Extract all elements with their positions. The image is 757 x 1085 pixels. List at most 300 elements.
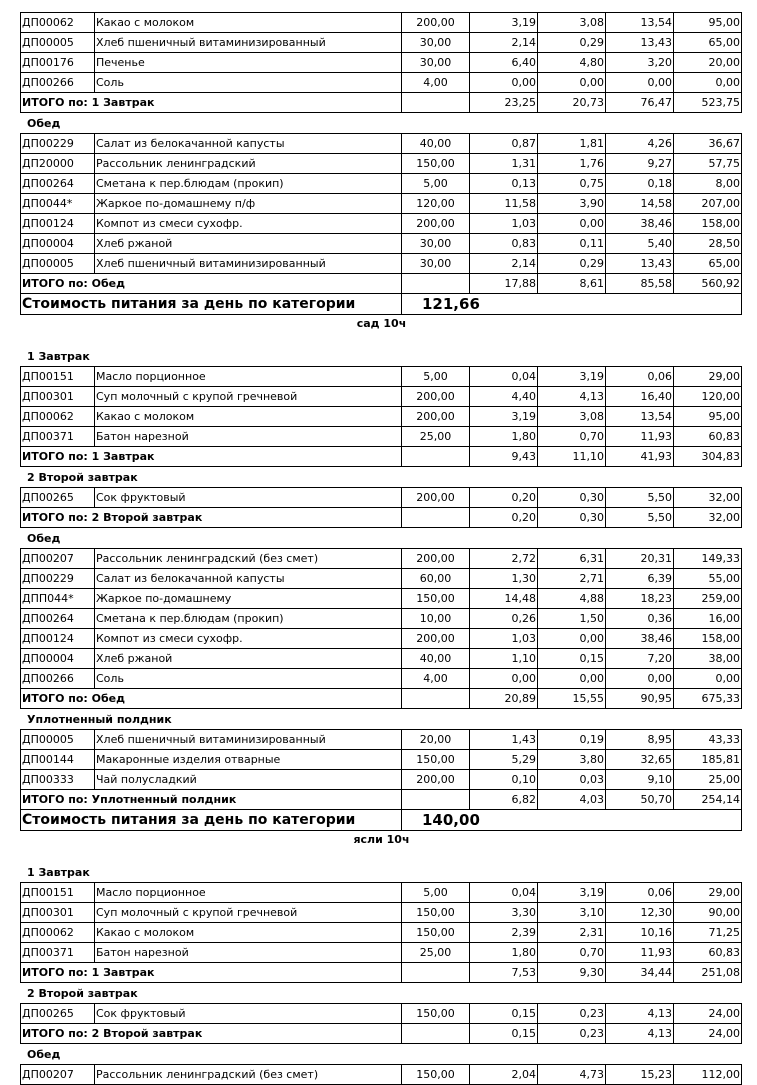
dish-carbs: 20,31	[606, 549, 674, 569]
dish-weight: 40,00	[402, 134, 470, 154]
day-cost-label: Стоимость питания за день по категории	[21, 294, 402, 315]
dish-row	[21, 407, 742, 427]
dish-protein: 11,58	[470, 194, 538, 214]
dish-name: Сок фруктовый	[95, 488, 402, 508]
dish-weight: 20,00	[402, 730, 470, 750]
dish-code: ДП00062	[21, 13, 95, 33]
dish-carbs: 13,54	[606, 13, 674, 33]
meal-total-fat: 15,55	[538, 689, 606, 709]
dish-protein: 2,14	[470, 254, 538, 274]
meal-table	[20, 729, 742, 831]
meal-total-protein: 0,15	[470, 1024, 538, 1044]
dish-row	[21, 943, 742, 963]
dish-weight: 200,00	[402, 407, 470, 427]
meal-title: 2 Второй завтрак	[27, 987, 138, 1000]
dish-fat: 3,19	[538, 883, 606, 903]
dish-protein: 0,87	[470, 134, 538, 154]
meal-total-weight	[402, 790, 470, 810]
dish-protein: 0,83	[470, 234, 538, 254]
dish-carbs: 3,20	[606, 53, 674, 73]
dish-carbs: 12,30	[606, 903, 674, 923]
dish-kcal: 120,00	[674, 387, 742, 407]
dish-name: Хлеб пшеничный витаминизированный	[95, 254, 402, 274]
dish-row	[21, 387, 742, 407]
dish-code: ДП00301	[21, 387, 95, 407]
meal-total-kcal: 251,08	[674, 963, 742, 983]
dish-row	[21, 629, 742, 649]
dish-protein: 0,13	[470, 174, 538, 194]
dish-row	[21, 730, 742, 750]
dish-protein: 0,20	[470, 488, 538, 508]
dish-kcal: 38,00	[674, 649, 742, 669]
dish-name: Батон нарезной	[95, 427, 402, 447]
dish-code: ДП00265	[21, 1004, 95, 1024]
dish-kcal: 259,00	[674, 589, 742, 609]
dish-fat: 1,50	[538, 609, 606, 629]
meal-title: Уплотненный полдник	[27, 713, 172, 726]
meal-total-row	[21, 508, 742, 528]
dish-name: Чай полусладкий	[95, 770, 402, 790]
dish-fat: 0,75	[538, 174, 606, 194]
dish-protein: 0,10	[470, 770, 538, 790]
dish-kcal: 0,00	[674, 669, 742, 689]
meal-total-fat: 0,23	[538, 1024, 606, 1044]
dish-fat: 4,13	[538, 387, 606, 407]
dish-kcal: 24,00	[674, 1004, 742, 1024]
meal-total-protein: 20,89	[470, 689, 538, 709]
dish-protein: 1,03	[470, 629, 538, 649]
meal-total-carbs: 50,70	[606, 790, 674, 810]
dish-weight: 150,00	[402, 923, 470, 943]
dish-code: ДП00062	[21, 407, 95, 427]
dish-weight: 200,00	[402, 488, 470, 508]
dish-name: Сметана к пер.блюдам (прокип)	[95, 609, 402, 629]
dish-name: Рассольник ленинградский (без смет)	[95, 1065, 402, 1085]
dish-kcal: 65,00	[674, 33, 742, 53]
dish-row	[21, 923, 742, 943]
dish-name: Хлеб ржаной	[95, 649, 402, 669]
meal-total-protein: 0,20	[470, 508, 538, 528]
meal-total-weight	[402, 689, 470, 709]
dish-carbs: 15,23	[606, 1065, 674, 1085]
menu-document	[20, 12, 741, 1085]
dish-weight: 4,00	[402, 73, 470, 93]
dish-code: ДП00005	[21, 254, 95, 274]
dish-fat: 0,70	[538, 427, 606, 447]
dish-protein: 2,39	[470, 923, 538, 943]
dish-kcal: 0,00	[674, 73, 742, 93]
dish-code: ДПП044*	[21, 589, 95, 609]
dish-protein: 3,19	[470, 407, 538, 427]
meal-total-kcal: 675,33	[674, 689, 742, 709]
dish-weight: 150,00	[402, 589, 470, 609]
dish-protein: 1,43	[470, 730, 538, 750]
dish-code: ДП00176	[21, 53, 95, 73]
dish-kcal: 20,00	[674, 53, 742, 73]
meal-total-fat: 9,30	[538, 963, 606, 983]
dish-protein: 0,04	[470, 883, 538, 903]
dish-kcal: 29,00	[674, 883, 742, 903]
dish-code: ДП00144	[21, 750, 95, 770]
dish-fat: 0,23	[538, 1004, 606, 1024]
meal-total-row	[21, 1024, 742, 1044]
dish-kcal: 55,00	[674, 569, 742, 589]
dish-carbs: 4,13	[606, 1004, 674, 1024]
dish-row	[21, 488, 742, 508]
meal-table	[20, 12, 742, 113]
meal-table	[20, 882, 742, 983]
dish-row	[21, 367, 742, 387]
dish-fat: 3,90	[538, 194, 606, 214]
dish-code: ДП00004	[21, 649, 95, 669]
dish-kcal: 71,25	[674, 923, 742, 943]
dish-carbs: 0,06	[606, 367, 674, 387]
meal-total-carbs: 76,47	[606, 93, 674, 113]
meal-total-weight	[402, 963, 470, 983]
dish-carbs: 5,40	[606, 234, 674, 254]
dish-kcal: 149,33	[674, 549, 742, 569]
dish-name: Хлеб пшеничный витаминизированный	[95, 33, 402, 53]
dish-fat: 0,15	[538, 649, 606, 669]
dish-row	[21, 427, 742, 447]
meal-total-carbs: 5,50	[606, 508, 674, 528]
dish-name: Сок фруктовый	[95, 1004, 402, 1024]
spacer	[20, 335, 741, 346]
dish-carbs: 38,46	[606, 214, 674, 234]
dish-code: ДП00005	[21, 730, 95, 750]
dish-weight: 30,00	[402, 33, 470, 53]
dish-fat: 3,19	[538, 367, 606, 387]
dish-protein: 3,19	[470, 13, 538, 33]
dish-name: Масло порционное	[95, 367, 402, 387]
meal-total-carbs: 85,58	[606, 274, 674, 294]
dish-name: Рассольник ленинградский	[95, 154, 402, 174]
dish-carbs: 4,26	[606, 134, 674, 154]
dish-protein: 1,03	[470, 214, 538, 234]
dish-carbs: 0,36	[606, 609, 674, 629]
meal-total-fat: 11,10	[538, 447, 606, 467]
dish-code: ДП00124	[21, 629, 95, 649]
dish-row	[21, 33, 742, 53]
dish-row	[21, 174, 742, 194]
meal-total-carbs: 41,93	[606, 447, 674, 467]
dish-fat: 0,00	[538, 214, 606, 234]
dish-carbs: 10,16	[606, 923, 674, 943]
meal-total-carbs: 90,95	[606, 689, 674, 709]
dish-carbs: 13,43	[606, 33, 674, 53]
dish-weight: 150,00	[402, 1065, 470, 1085]
dish-kcal: 158,00	[674, 214, 742, 234]
dish-code: ДП00371	[21, 427, 95, 447]
meal-total-carbs: 34,44	[606, 963, 674, 983]
meal-total-fat: 0,30	[538, 508, 606, 528]
dish-carbs: 0,00	[606, 73, 674, 93]
dish-code: ДП0044*	[21, 194, 95, 214]
meal-total-fat: 20,73	[538, 93, 606, 113]
meal-total-weight	[402, 1024, 470, 1044]
dish-fat: 4,88	[538, 589, 606, 609]
dish-weight: 150,00	[402, 1004, 470, 1024]
dish-name: Жаркое по-домашнему п/ф	[95, 194, 402, 214]
dish-fat: 0,00	[538, 73, 606, 93]
dish-fat: 0,29	[538, 33, 606, 53]
dish-weight: 5,00	[402, 367, 470, 387]
dish-kcal: 207,00	[674, 194, 742, 214]
dish-carbs: 13,54	[606, 407, 674, 427]
dish-protein: 2,14	[470, 33, 538, 53]
dish-weight: 5,00	[402, 174, 470, 194]
dish-weight: 4,00	[402, 669, 470, 689]
dish-carbs: 8,95	[606, 730, 674, 750]
dish-code: ДП00005	[21, 33, 95, 53]
meal-total-kcal: 254,14	[674, 790, 742, 810]
dish-fat: 3,08	[538, 407, 606, 427]
dish-name: Соль	[95, 73, 402, 93]
dish-fat: 4,73	[538, 1065, 606, 1085]
meal-total-weight	[402, 93, 470, 113]
dish-row	[21, 73, 742, 93]
dish-row	[21, 194, 742, 214]
dish-kcal: 29,00	[674, 367, 742, 387]
dish-code: ДП00264	[21, 174, 95, 194]
dish-protein: 2,04	[470, 1065, 538, 1085]
meal-total-label: ИТОГО по: Уплотненный полдник	[21, 790, 402, 810]
meal-total-weight	[402, 274, 470, 294]
dish-fat: 0,70	[538, 943, 606, 963]
dish-fat: 0,00	[538, 629, 606, 649]
meal-total-carbs: 4,13	[606, 1024, 674, 1044]
meal-title: Обед	[27, 532, 61, 545]
meal-total-row	[21, 963, 742, 983]
dish-carbs: 0,00	[606, 669, 674, 689]
dish-carbs: 5,50	[606, 488, 674, 508]
dish-code: ДП00229	[21, 134, 95, 154]
dish-weight: 200,00	[402, 214, 470, 234]
meal-total-kcal: 560,92	[674, 274, 742, 294]
dish-protein: 3,30	[470, 903, 538, 923]
category-title: сад 10ч	[356, 317, 407, 330]
dish-fat: 1,76	[538, 154, 606, 174]
meal-total-row	[21, 93, 742, 113]
dish-row	[21, 254, 742, 274]
dish-row	[21, 750, 742, 770]
dish-code: ДП00266	[21, 669, 95, 689]
dish-kcal: 158,00	[674, 629, 742, 649]
dish-kcal: 8,00	[674, 174, 742, 194]
dish-fat: 2,71	[538, 569, 606, 589]
dish-name: Печенье	[95, 53, 402, 73]
meal-total-label: ИТОГО по: 1 Завтрак	[21, 93, 402, 113]
dish-weight: 150,00	[402, 154, 470, 174]
dish-code: ДП00207	[21, 1065, 95, 1085]
meal-total-protein: 7,53	[470, 963, 538, 983]
dish-protein: 14,48	[470, 589, 538, 609]
dish-fat: 0,11	[538, 234, 606, 254]
dish-fat: 4,80	[538, 53, 606, 73]
meal-title: 1 Завтрак	[27, 350, 90, 363]
dish-row	[21, 1065, 742, 1085]
dish-protein: 1,30	[470, 569, 538, 589]
day-cost-label: Стоимость питания за день по категории	[21, 810, 402, 831]
dish-name: Суп молочный с крупой гречневой	[95, 387, 402, 407]
dish-protein: 6,40	[470, 53, 538, 73]
dish-carbs: 32,65	[606, 750, 674, 770]
dish-protein: 4,40	[470, 387, 538, 407]
dish-fat: 0,19	[538, 730, 606, 750]
meal-title: Обед	[27, 117, 61, 130]
meal-total-label: ИТОГО по: 2 Второй завтрак	[21, 508, 402, 528]
dish-weight: 200,00	[402, 13, 470, 33]
dish-name: Какао с молоком	[95, 923, 402, 943]
dish-fat: 0,00	[538, 669, 606, 689]
meal-total-row	[21, 447, 742, 467]
dish-code: ДП00124	[21, 214, 95, 234]
dish-name: Жаркое по-домашнему	[95, 589, 402, 609]
dish-protein: 1,80	[470, 943, 538, 963]
dish-code: ДП00207	[21, 549, 95, 569]
dish-code: ДП00229	[21, 569, 95, 589]
meal-total-kcal: 24,00	[674, 1024, 742, 1044]
dish-kcal: 57,75	[674, 154, 742, 174]
dish-carbs: 7,20	[606, 649, 674, 669]
dish-name: Масло порционное	[95, 883, 402, 903]
dish-weight: 200,00	[402, 549, 470, 569]
dish-fat: 6,31	[538, 549, 606, 569]
dish-carbs: 11,93	[606, 427, 674, 447]
meal-table	[20, 487, 742, 528]
dish-weight: 60,00	[402, 569, 470, 589]
meal-total-fat: 8,61	[538, 274, 606, 294]
dish-kcal: 25,00	[674, 770, 742, 790]
dish-fat: 2,31	[538, 923, 606, 943]
dish-weight: 30,00	[402, 254, 470, 274]
dish-protein: 1,10	[470, 649, 538, 669]
dish-code: ДП00371	[21, 943, 95, 963]
dish-row	[21, 649, 742, 669]
day-cost-value: 121,66	[402, 294, 742, 315]
meal-total-kcal: 523,75	[674, 93, 742, 113]
dish-kcal: 28,50	[674, 234, 742, 254]
dish-protein: 0,00	[470, 669, 538, 689]
meal-total-weight	[402, 508, 470, 528]
dish-fat: 3,80	[538, 750, 606, 770]
dish-row	[21, 234, 742, 254]
meal-title: 1 Завтрак	[27, 866, 90, 879]
meal-total-label: ИТОГО по: Обед	[21, 274, 402, 294]
dish-row	[21, 609, 742, 629]
dish-name: Сметана к пер.блюдам (прокип)	[95, 174, 402, 194]
dish-carbs: 16,40	[606, 387, 674, 407]
dish-kcal: 65,00	[674, 254, 742, 274]
meal-total-protein: 6,82	[470, 790, 538, 810]
dish-carbs: 38,46	[606, 629, 674, 649]
dish-kcal: 95,00	[674, 13, 742, 33]
meal-total-protein: 17,88	[470, 274, 538, 294]
dish-kcal: 60,83	[674, 943, 742, 963]
dish-fat: 0,30	[538, 488, 606, 508]
dish-protein: 0,04	[470, 367, 538, 387]
meal-title: Обед	[27, 1048, 61, 1061]
dish-fat: 3,08	[538, 13, 606, 33]
dish-name: Соль	[95, 669, 402, 689]
dish-code: ДП00301	[21, 903, 95, 923]
dish-weight: 25,00	[402, 427, 470, 447]
dish-fat: 3,10	[538, 903, 606, 923]
dish-weight: 5,00	[402, 883, 470, 903]
dish-row	[21, 549, 742, 569]
dish-name: Компот из смеси сухофр.	[95, 214, 402, 234]
dish-name: Хлеб ржаной	[95, 234, 402, 254]
meal-total-row	[21, 274, 742, 294]
dish-kcal: 60,83	[674, 427, 742, 447]
category-title: ясли 10ч	[353, 833, 410, 846]
dish-weight: 200,00	[402, 629, 470, 649]
dish-carbs: 13,43	[606, 254, 674, 274]
day-cost-value: 140,00	[402, 810, 742, 831]
dish-row	[21, 770, 742, 790]
dish-carbs: 14,58	[606, 194, 674, 214]
dish-weight: 30,00	[402, 53, 470, 73]
dish-weight: 200,00	[402, 387, 470, 407]
dish-kcal: 16,00	[674, 609, 742, 629]
meal-title: 2 Второй завтрак	[27, 471, 138, 484]
dish-code: ДП00004	[21, 234, 95, 254]
dish-weight: 150,00	[402, 903, 470, 923]
dish-protein: 5,29	[470, 750, 538, 770]
meal-total-kcal: 32,00	[674, 508, 742, 528]
meal-total-fat: 4,03	[538, 790, 606, 810]
day-cost-row	[21, 294, 742, 315]
meal-total-kcal: 304,83	[674, 447, 742, 467]
dish-code: ДП00062	[21, 923, 95, 943]
dish-carbs: 11,93	[606, 943, 674, 963]
spacer	[20, 851, 741, 862]
dish-protein: 0,26	[470, 609, 538, 629]
dish-kcal: 32,00	[674, 488, 742, 508]
dish-fat: 1,81	[538, 134, 606, 154]
dish-row	[21, 569, 742, 589]
dish-row	[21, 589, 742, 609]
dish-row	[21, 134, 742, 154]
dish-weight: 30,00	[402, 234, 470, 254]
dish-weight: 150,00	[402, 750, 470, 770]
dish-kcal: 112,00	[674, 1065, 742, 1085]
dish-code: ДП20000	[21, 154, 95, 174]
dish-name: Батон нарезной	[95, 943, 402, 963]
dish-row	[21, 903, 742, 923]
dish-protein: 1,31	[470, 154, 538, 174]
dish-carbs: 9,27	[606, 154, 674, 174]
dish-kcal: 95,00	[674, 407, 742, 427]
dish-kcal: 36,67	[674, 134, 742, 154]
dish-fat: 0,03	[538, 770, 606, 790]
meal-total-protein: 9,43	[470, 447, 538, 467]
dish-name: Салат из белокачанной капусты	[95, 134, 402, 154]
dish-weight: 40,00	[402, 649, 470, 669]
meal-total-weight	[402, 447, 470, 467]
meal-total-label: ИТОГО по: 1 Завтрак	[21, 963, 402, 983]
dish-row	[21, 669, 742, 689]
dish-weight: 25,00	[402, 943, 470, 963]
dish-code: ДП00151	[21, 367, 95, 387]
dish-carbs: 0,18	[606, 174, 674, 194]
dish-name: Рассольник ленинградский (без смет)	[95, 549, 402, 569]
dish-code: ДП00151	[21, 883, 95, 903]
meal-total-protein: 23,25	[470, 93, 538, 113]
dish-name: Какао с молоком	[95, 407, 402, 427]
dish-protein: 0,00	[470, 73, 538, 93]
dish-name: Суп молочный с крупой гречневой	[95, 903, 402, 923]
